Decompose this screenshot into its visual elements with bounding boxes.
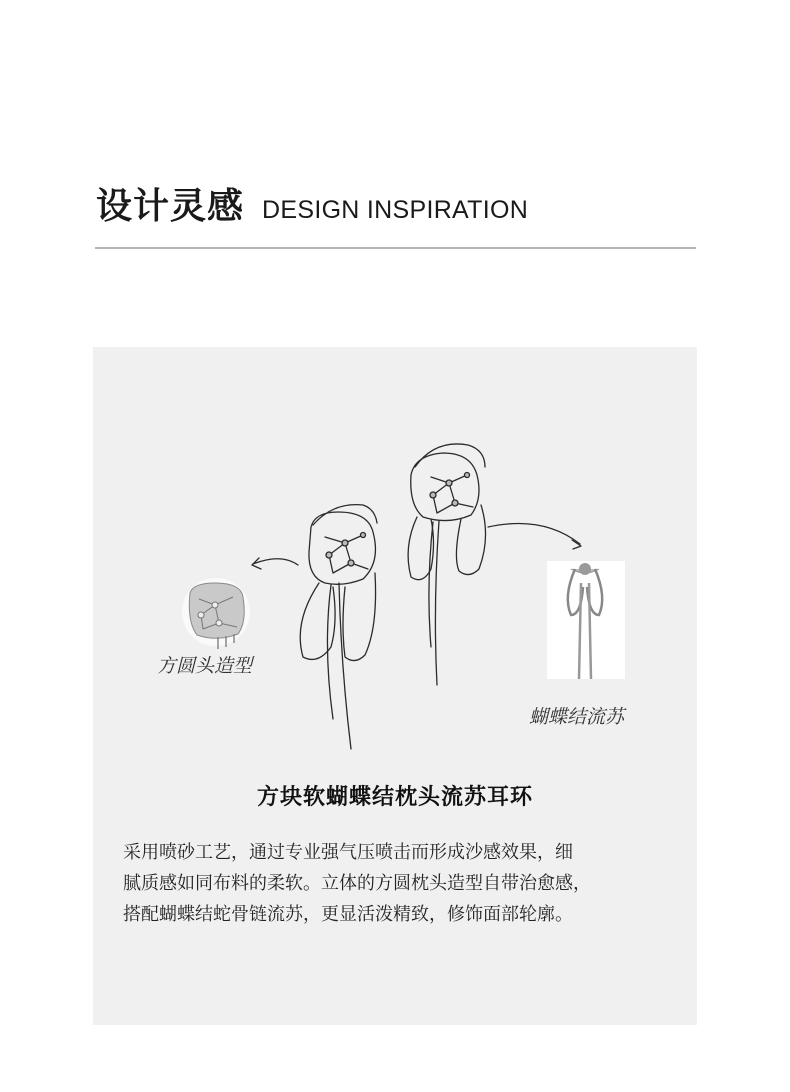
section-title-en: DESIGN INSPIRATION xyxy=(262,196,529,224)
left-earring-sketch xyxy=(300,505,377,749)
description-line: 腻质感如同布料的柔软。立体的方圆枕头造型自带治愈感， xyxy=(123,873,591,894)
arrow-left xyxy=(253,559,298,565)
right-earring-sketch xyxy=(408,444,485,685)
description-line: 搭配蝴蝶结蛇骨链流苏，更显活泼精致，修饰面部轮廓。 xyxy=(123,904,573,925)
product-description xyxy=(123,837,673,930)
square-head-earring-photo xyxy=(182,578,250,649)
description-line: 采用喷砂工艺，通过专业强气压喷击而形成沙感效果，细 xyxy=(123,842,573,863)
section-heading xyxy=(96,178,528,229)
bow-tassel-earring-photo xyxy=(547,561,625,679)
caption-bow-tassel: 蝴蝶结流苏 xyxy=(529,706,625,728)
section-title-zh: 设计灵感 xyxy=(96,186,245,227)
arrow-left-head xyxy=(252,558,261,569)
product-name: 方块软蝴蝶结枕头流苏耳环 xyxy=(256,785,533,810)
arrow-right xyxy=(488,523,580,544)
caption-square-head: 方圆头造型 xyxy=(157,655,253,677)
heading-divider xyxy=(95,247,696,249)
inspiration-panel xyxy=(93,347,697,1025)
